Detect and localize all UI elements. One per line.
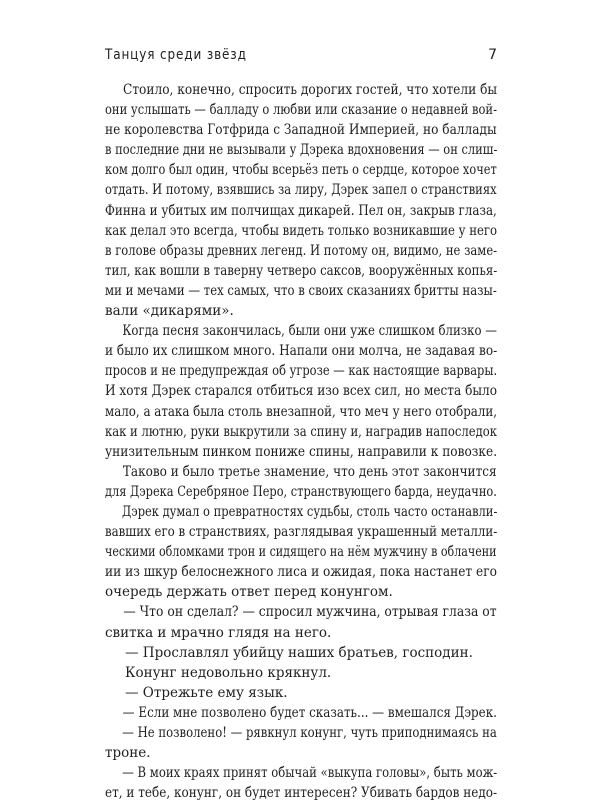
- text-line: — Не позволено! — рявкнул конунг, чуть приподнимаясь на: [122, 725, 497, 741]
- text-line: они услышать — балладу о любви или сказание о недавней вой-: [105, 102, 497, 119]
- text-line: просов и не предупреждая об угрозе — как настоящие варвары.: [105, 363, 498, 380]
- text-line: ет, и тебе, конунг, он будет интересен? Убивать бардов недо-: [105, 785, 498, 802]
- text-line: ии из шкур белоснежного лиса и ожидая, пока настанет его: [105, 564, 497, 581]
- text-line: в последние дни не вызывали у Дэрека вдохновения — он слиш-: [105, 142, 498, 159]
- text-line: тил, как вошли в таверну четверо саксов, вооружённых копья-: [105, 262, 498, 279]
- text-line: для Дэрека Серебряное Перо, странствующего барда, неудачно.: [105, 483, 497, 500]
- text-line: ческими обломками трон и сидящего на нём мужчину в облачени: [105, 544, 497, 561]
- text-line: — В моих краях принят обычай «выкупа головы», быть мож-: [122, 765, 498, 782]
- text-line: и было их слишком много. Напали они молча, не задавая во-: [105, 343, 498, 360]
- text-line: мало, а атака была столь внезапной, что меч у него отобрали,: [105, 403, 498, 420]
- text-line: Таково и было третье знамение, что день этот закончится: [122, 463, 497, 480]
- text-line: — Прославлял убийцу наших братьев, господин.: [125, 644, 473, 661]
- text-line: ком долго был один, чтобы всерьёз петь о сердце, которое хочет: [105, 162, 497, 179]
- text-line: Конунг недовольно крякнул.: [125, 664, 332, 681]
- text-line: не королевства Готфрида с Западной Империей, но баллады: [105, 122, 497, 139]
- text-line: свитка и мрачно глядя на него.: [105, 624, 332, 641]
- text-line: в голове образы древних легенд. И потому он, видимо, не заме-: [105, 242, 498, 259]
- text-line: Дэрек думал о превратностях судьбы, столь часто останавли-: [121, 503, 498, 520]
- page-number: 7: [488, 47, 497, 63]
- text-line: — Если мне позволено будет сказать... — вмешался Дэрек.: [122, 704, 497, 721]
- text-line: отдать. И потому, взявшись за лиру, Дэрек запел о странствиях: [105, 182, 497, 199]
- text-line: Стоило, конечно, спросить дорогих гостей, что хотели бы: [123, 82, 498, 98]
- text-line: Когда песня закончилась, были они уже слишком близко —: [122, 323, 497, 340]
- body-text: [105, 80, 497, 803]
- text-line: как и лютню, руки выкрутили за спину и, наградив напоследок: [105, 423, 497, 440]
- running-header: [105, 47, 497, 67]
- text-line: троне.: [105, 745, 151, 762]
- text-line: как делал это всегда, чтобы видеть только возникавшие у него: [105, 222, 498, 239]
- text-line: унизительным пинком пониже спины, направили к повозке.: [105, 443, 498, 460]
- text-line: Финна и убитых им полчищах дикарей. Пел он, закрыв глаза,: [105, 202, 497, 219]
- text-line: ми и мечами — тех самых, что в своих сказаниях бритты назы-: [105, 282, 497, 299]
- text-line: вавших его в странствиях, разглядывая украшенный металли-: [105, 524, 498, 541]
- text-line: — Что он сделал? — спросил мужчина, отрывая глаза от: [123, 604, 497, 621]
- running-title: Танцуя среди звёзд: [105, 47, 247, 63]
- text-line: очередь держать ответ перед конунгом.: [105, 584, 393, 601]
- text-line: — Отрежьте ему язык.: [125, 684, 288, 701]
- text-line: И хотя Дэрек старался отбиться изо всех сил, но места было: [105, 383, 498, 400]
- text-line: вали «дикарями».: [105, 303, 234, 320]
